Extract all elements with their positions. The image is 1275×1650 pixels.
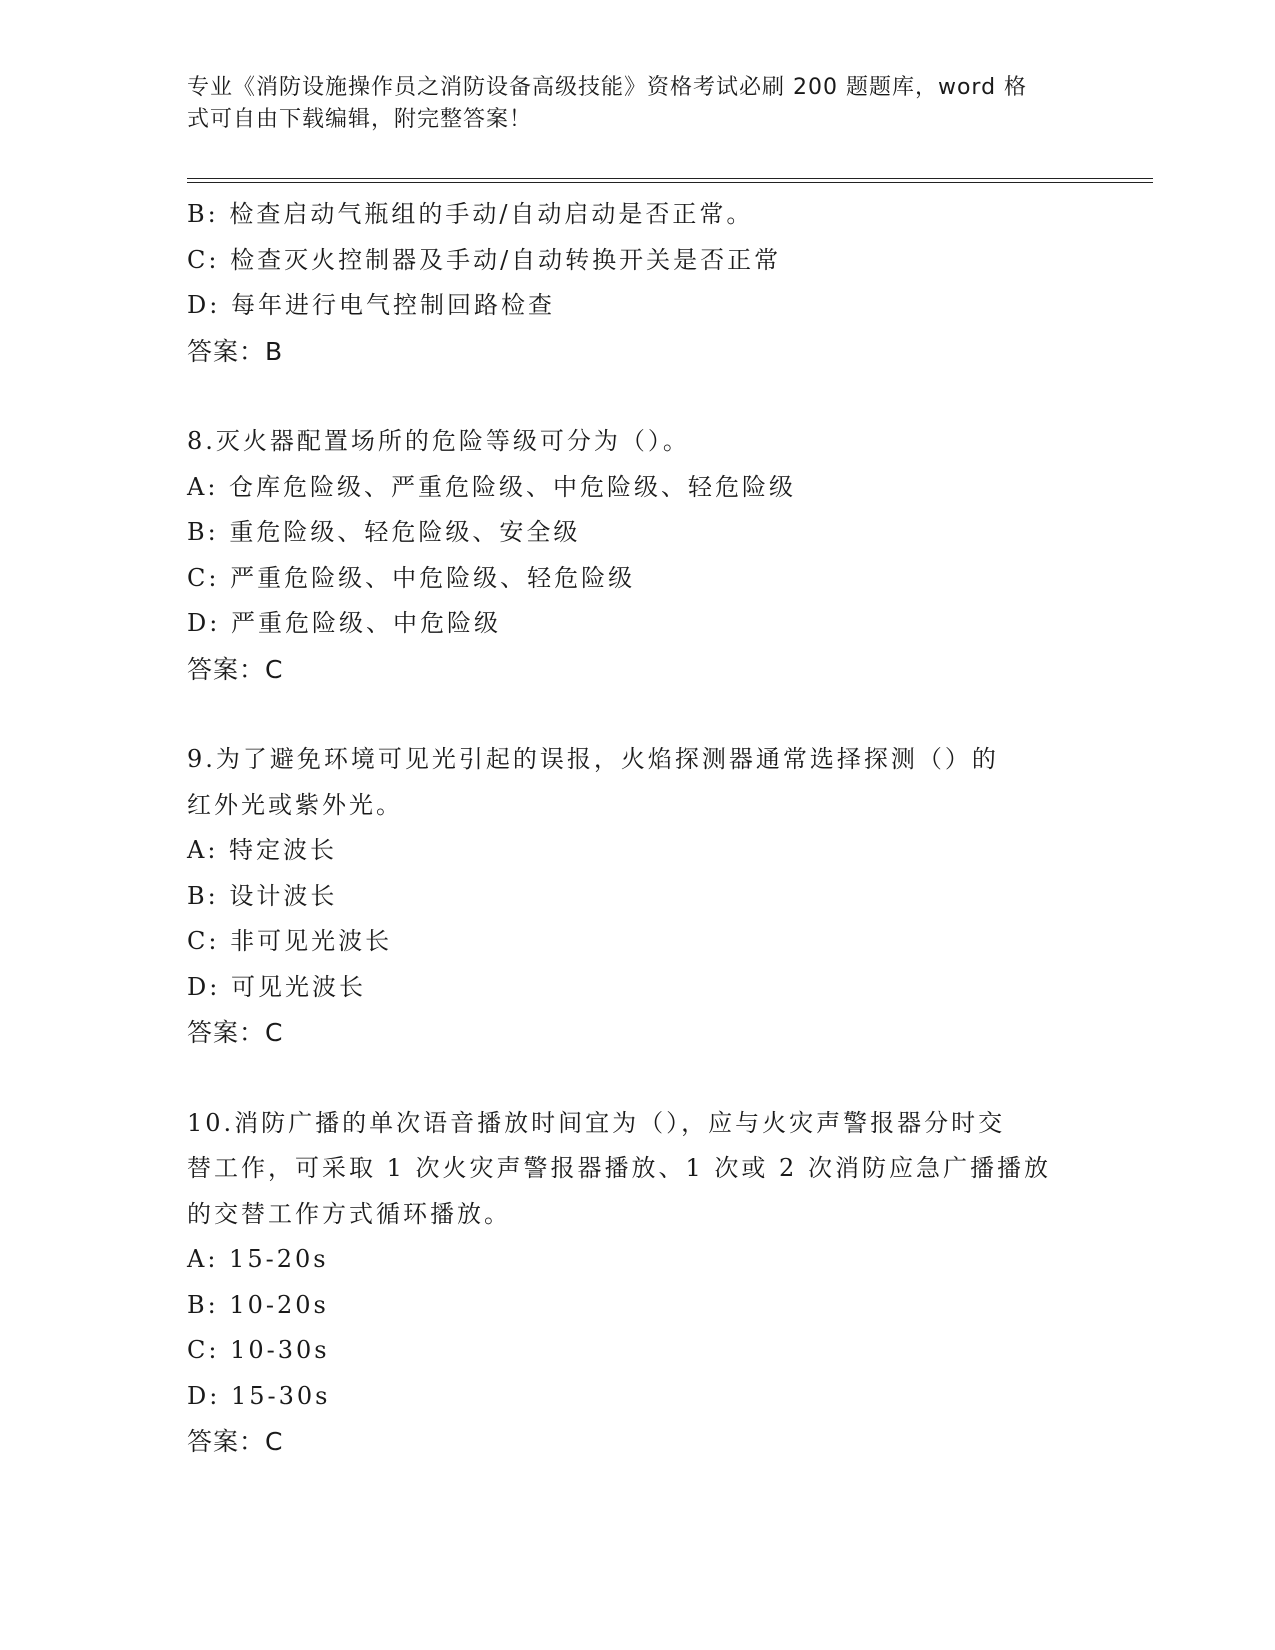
question-text-line-2: 替工作，可采取 1 次火灾声警报器播放、1 次或 2 次消防应急广播播放 bbox=[187, 1154, 1051, 1182]
option-d: D: 15-30s bbox=[187, 1381, 331, 1410]
answer: 答案：B bbox=[187, 336, 284, 366]
answer: 答案：C bbox=[187, 1427, 284, 1456]
option-a: A: 特定波长 bbox=[187, 836, 338, 864]
question-text-line-3: 的交替工作方式循环播放。 bbox=[187, 1199, 511, 1228]
option-a: A: 15-20s bbox=[187, 1245, 329, 1273]
question-9 bbox=[187, 737, 1087, 1056]
option-c: C: 10-30s bbox=[187, 1336, 330, 1364]
header-divider bbox=[187, 178, 1153, 183]
option-b: B: 10-20s bbox=[187, 1290, 329, 1319]
option-d: D: 每年进行电气控制回路检查 bbox=[187, 291, 555, 319]
option-b: B: 检查启动气瓶组的手动/自动启动是否正常。 bbox=[187, 200, 754, 228]
question-7-continued bbox=[187, 192, 1087, 374]
question-list bbox=[187, 192, 1087, 1465]
option-b: B: 重危险级、轻危险级、安全级 bbox=[187, 518, 581, 546]
question-10 bbox=[187, 1101, 1087, 1465]
question-text-line-1: 9.为了避免环境可见光引起的误报，火焰探测器通常选择探测（）的 bbox=[187, 745, 999, 773]
answer: 答案：C bbox=[187, 654, 284, 684]
option-c: C: 严重危险级、中危险级、轻危险级 bbox=[187, 563, 636, 592]
question-text-line-2: 红外光或紫外光。 bbox=[187, 790, 403, 819]
question-text: 8.灭火器配置场所的危险等级可分为（）。 bbox=[187, 427, 690, 455]
header-line-1: 专业《消防设施操作员之消防设备高级技能》资格考试必刷 200 题题库，word 格 bbox=[187, 75, 1028, 100]
option-d: D: 可见光波长 bbox=[187, 972, 366, 1001]
option-a: A: 仓库危险级、严重危险级、中危险级、轻危险级 bbox=[187, 472, 797, 501]
question-text-line-1: 10.消防广播的单次语音播放时间宜为（），应与火灾声警报器分时交 bbox=[187, 1108, 1006, 1137]
option-c: C: 非可见光波长 bbox=[187, 927, 393, 955]
option-b: B: 设计波长 bbox=[187, 881, 338, 910]
header-line-2: 式可自由下载编辑，附完整答案！ bbox=[187, 107, 533, 132]
document-header bbox=[187, 72, 1087, 136]
option-c: C: 检查灭火控制器及手动/自动转换开关是否正常 bbox=[187, 245, 782, 274]
answer: 答案：C bbox=[187, 1018, 284, 1047]
option-d: D: 严重危险级、中危险级 bbox=[187, 609, 501, 637]
question-8 bbox=[187, 419, 1087, 692]
